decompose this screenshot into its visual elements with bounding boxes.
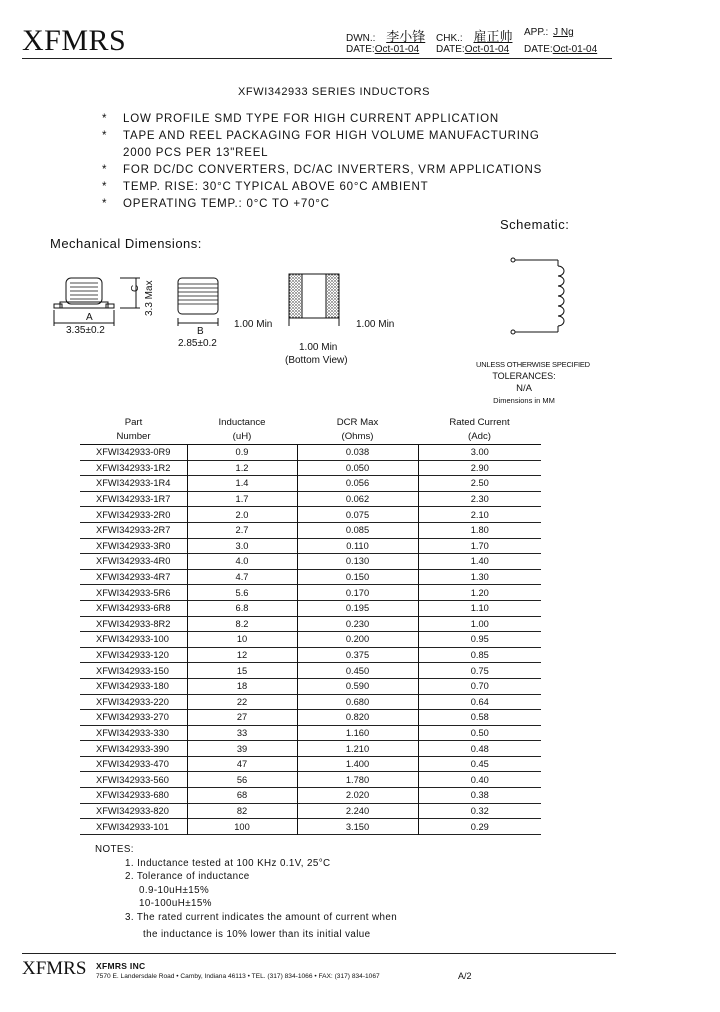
terminal-bottom-icon	[511, 330, 515, 334]
pad-left	[289, 274, 302, 318]
current-cell: 1.10	[418, 600, 541, 616]
dcr-cell: 0.130	[297, 554, 418, 570]
inductance-cell: 10	[187, 632, 297, 648]
part-number-cell: XFWI342933-3R0	[96, 540, 171, 551]
table-row	[80, 694, 541, 710]
pad-right	[326, 274, 339, 318]
chk-value: 雇正帅	[473, 30, 513, 45]
inductance-cell: 4.0	[187, 554, 297, 570]
col-header-dcr-unit: (Ohms)	[297, 429, 418, 445]
tol-line-2: TOLERANCES:	[492, 371, 556, 381]
table-row	[80, 632, 541, 648]
bullet-icon: *	[102, 198, 108, 210]
part-number-cell: XFWI342933-820	[96, 805, 169, 816]
part-number-cell: XFWI342933-180	[96, 681, 169, 692]
inductance-cell: 47	[187, 756, 297, 772]
winding-lines	[70, 283, 98, 299]
part-number-cell: XFWI342933-4R7	[96, 572, 171, 583]
current-cell: 0.85	[418, 647, 541, 663]
col-header-current-unit: (Adc)	[418, 429, 541, 445]
footer-divider	[22, 953, 616, 954]
tol-line-4: Dimensions in MM	[493, 396, 555, 405]
inductance-cell: 27	[187, 710, 297, 726]
current-cell: 2.50	[418, 476, 541, 492]
table-row	[80, 445, 541, 461]
dim-a-value: 3.35±0.2	[66, 325, 105, 336]
table-row	[80, 522, 541, 538]
footer-company: XFMRS INC	[96, 961, 146, 971]
bullet-icon: *	[102, 113, 108, 125]
inductance-cell: 100	[187, 819, 297, 835]
current-cell: 2.30	[418, 491, 541, 507]
dcr-cell: 0.590	[297, 678, 418, 694]
part-number-cell: XFWI342933-1R4	[96, 478, 171, 489]
terminal-right	[106, 304, 114, 308]
table-row	[80, 772, 541, 788]
current-cell: 1.20	[418, 585, 541, 601]
spec-table	[80, 415, 541, 835]
table-row	[80, 554, 541, 570]
table-row	[80, 491, 541, 507]
col-header-part-unit: Number	[80, 429, 187, 445]
side-view-drawing	[172, 272, 228, 332]
table-row	[80, 819, 541, 835]
dcr-cell: 0.170	[297, 585, 418, 601]
date-value: Oct-01-04	[374, 44, 420, 55]
side-winding-lines	[178, 284, 218, 304]
dcr-cell: 3.150	[297, 819, 418, 835]
col-header-inductance-unit: (uH)	[187, 429, 297, 445]
date-1	[346, 44, 419, 55]
date-2	[436, 44, 509, 55]
part-number-cell: XFWI342933-2R0	[96, 509, 171, 520]
part-number-cell: XFWI342933-1R7	[96, 494, 171, 505]
table-row	[80, 741, 541, 757]
label-b: B	[197, 326, 204, 337]
dim-c-value: 3.3 Max	[144, 280, 155, 316]
table-row	[80, 538, 541, 554]
dcr-cell: 0.375	[297, 647, 418, 663]
part-number-cell: XFWI342933-2R7	[96, 525, 171, 536]
current-cell: 0.95	[418, 632, 541, 648]
core-gap	[302, 274, 326, 318]
table-row	[80, 647, 541, 663]
dcr-cell: 0.050	[297, 460, 418, 476]
current-cell: 1.70	[418, 538, 541, 554]
dcr-cell: 0.056	[297, 476, 418, 492]
part-number-cell: XFWI342933-330	[96, 727, 169, 738]
part-number-cell: XFWI342933-560	[96, 774, 169, 785]
feature-1: * LOW PROFILE SMD TYPE FOR HIGH CURRENT APPLICATION	[102, 113, 499, 125]
app-value: J Ng	[553, 27, 574, 38]
current-cell: 1.80	[418, 522, 541, 538]
front-view-drawing	[40, 268, 190, 348]
feature-4: * TEMP. RISE: 30°C TYPICAL ABOVE 60°C AMBIENT	[102, 181, 429, 193]
current-cell: 3.00	[418, 445, 541, 461]
table-row	[80, 710, 541, 726]
schematic-drawing	[506, 250, 576, 342]
current-cell: 2.10	[418, 507, 541, 523]
col-header-current: Rated Current	[449, 416, 510, 428]
app-label: APP.:	[524, 27, 549, 38]
part-number-cell: XFWI342933-4R0	[96, 556, 171, 567]
part-number-cell: XFWI342933-270	[96, 712, 169, 723]
dcr-cell: 1.400	[297, 756, 418, 772]
mechanical-heading: Mechanical Dimensions:	[50, 236, 202, 251]
note-2: 2. Tolerance of inductance	[125, 871, 250, 883]
inductance-cell: 4.7	[187, 569, 297, 585]
dcr-cell: 0.038	[297, 445, 418, 461]
dcr-cell: 1.210	[297, 741, 418, 757]
inductance-cell: 56	[187, 772, 297, 788]
note-2a: 0.9-10uH±15%	[139, 884, 210, 896]
inductance-cell: 5.6	[187, 585, 297, 601]
col-header-part: Part	[124, 416, 143, 428]
current-cell: 0.48	[418, 741, 541, 757]
current-cell: 0.45	[418, 756, 541, 772]
dcr-cell: 0.085	[297, 522, 418, 538]
inductance-cell: 2.7	[187, 522, 297, 538]
table-row	[80, 585, 541, 601]
dcr-cell: 2.020	[297, 788, 418, 804]
date-value: Oct-01-04	[552, 44, 598, 55]
feature-5: * OPERATING TEMP.: 0°C TO +70°C	[102, 198, 330, 210]
dcr-cell: 0.200	[297, 632, 418, 648]
part-number-cell: XFWI342933-101	[96, 821, 169, 832]
dcr-cell: 1.780	[297, 772, 418, 788]
note-3: 3. The rated current indicates the amount of current when	[125, 911, 398, 923]
part-number-cell: XFWI342933-5R6	[96, 587, 171, 598]
current-cell: 0.40	[418, 772, 541, 788]
table-row	[80, 569, 541, 585]
current-cell: 0.38	[418, 788, 541, 804]
pad-left-dim: 1.00 Min	[234, 319, 273, 330]
dwn-label: DWN.:	[346, 33, 376, 44]
tol-line-3: N/A	[516, 383, 532, 394]
dcr-cell: 0.150	[297, 569, 418, 585]
inductance-cell: 18	[187, 678, 297, 694]
current-cell: 1.30	[418, 569, 541, 585]
inductance-cell: 15	[187, 663, 297, 679]
part-number-cell: XFWI342933-470	[96, 759, 169, 770]
inductance-cell: 1.2	[187, 460, 297, 476]
dim-b-value: 2.85±0.2	[178, 338, 217, 349]
note-2b: 10-100uH±15%	[139, 898, 212, 910]
part-number-cell: XFWI342933-120	[96, 650, 169, 661]
series-title: XFWI342933 SERIES INDUCTORS	[238, 86, 431, 98]
footer-logo: XFMRS	[22, 958, 87, 979]
current-cell: 1.40	[418, 554, 541, 570]
dcr-cell: 1.160	[297, 725, 418, 741]
dcr-cell: 0.110	[297, 538, 418, 554]
pad-gap-dim: 1.00 Min	[299, 342, 338, 353]
part-number-cell: XFWI342933-150	[96, 665, 169, 676]
inductance-cell: 6.8	[187, 600, 297, 616]
notes-block	[95, 843, 397, 941]
table-row	[80, 616, 541, 632]
feature-3: * FOR DC/DC CONVERTERS, DC/AC INVERTERS, VRM APPLICATIONS	[102, 164, 543, 176]
header-divider	[22, 58, 612, 59]
current-cell: 1.00	[418, 616, 541, 632]
table-row	[80, 476, 541, 492]
inductance-cell: 39	[187, 741, 297, 757]
part-number-cell: XFWI342933-1R2	[96, 462, 171, 473]
part-number-cell: XFWI342933-6R8	[96, 603, 171, 614]
table-row	[80, 663, 541, 679]
notes-heading: NOTES:	[95, 844, 134, 855]
table-row	[80, 460, 541, 476]
current-cell: 0.29	[418, 819, 541, 835]
table-header	[80, 415, 541, 445]
dcr-cell: 0.450	[297, 663, 418, 679]
dcr-cell: 2.240	[297, 803, 418, 819]
part-number-cell: XFWI342933-220	[96, 696, 169, 707]
current-cell: 0.64	[418, 694, 541, 710]
col-header-inductance: Inductance	[218, 416, 266, 428]
bullet-icon: *	[102, 130, 108, 142]
table-body	[80, 445, 541, 835]
part-number-cell: XFWI342933-0R9	[96, 447, 171, 458]
label-c: C	[130, 284, 141, 292]
schematic-heading: Schematic:	[500, 217, 570, 232]
approved-by	[524, 27, 582, 38]
inductance-cell: 3.0	[187, 538, 297, 554]
inductance-cell: 33	[187, 725, 297, 741]
dcr-cell: 0.062	[297, 491, 418, 507]
inductance-cell: 0.9	[187, 445, 297, 461]
drawn-by	[346, 26, 433, 45]
table-row	[80, 600, 541, 616]
inductor-coil-icon	[558, 266, 564, 326]
dcr-cell: 0.195	[297, 600, 418, 616]
dwn-value: 李小锋	[386, 30, 426, 45]
bottom-view-label: (Bottom View)	[285, 355, 348, 366]
inductance-cell: 68	[187, 788, 297, 804]
pad-right-dim: 1.00 Min	[356, 319, 395, 330]
terminal-left	[54, 304, 62, 308]
checked-by	[436, 26, 520, 45]
table-row	[80, 756, 541, 772]
date-3	[524, 44, 597, 55]
current-cell: 0.70	[418, 678, 541, 694]
current-cell: 0.75	[418, 663, 541, 679]
dcr-cell: 0.075	[297, 507, 418, 523]
note-1: 1. Inductance tested at 100 KHz 0.1V, 25°C	[125, 857, 331, 869]
footer-page: A/2	[458, 971, 472, 981]
bottom-view-drawing	[280, 268, 360, 328]
current-cell: 0.32	[418, 803, 541, 819]
table-row	[80, 788, 541, 804]
dcr-cell: 0.680	[297, 694, 418, 710]
current-cell: 2.90	[418, 460, 541, 476]
inductance-cell: 22	[187, 694, 297, 710]
chk-label: CHK.:	[436, 33, 463, 44]
part-number-cell: XFWI342933-8R2	[96, 618, 171, 629]
inductance-cell: 1.4	[187, 476, 297, 492]
table-row	[80, 725, 541, 741]
part-number-cell: XFWI342933-100	[96, 634, 169, 645]
inductance-cell: 8.2	[187, 616, 297, 632]
company-logo: XFMRS	[22, 24, 127, 57]
current-cell: 0.58	[418, 710, 541, 726]
bullet-icon: *	[102, 164, 108, 176]
dcr-cell: 0.820	[297, 710, 418, 726]
feature-2-cont: 2000 PCS PER 13"REEL	[123, 147, 269, 159]
inductance-cell: 12	[187, 647, 297, 663]
part-number-cell: XFWI342933-680	[96, 790, 169, 801]
bullet-icon: *	[102, 181, 108, 193]
table-row	[80, 507, 541, 523]
footer-address: 7570 E. Landersdale Road • Camby, Indiana 46113 • TEL. (317) 834-1066 • FAX: (317) 834-1067	[96, 973, 380, 980]
tol-line-1: UNLESS OTHERWISE SPECIFIED	[476, 360, 590, 369]
dcr-cell: 0.230	[297, 616, 418, 632]
inductance-cell: 1.7	[187, 491, 297, 507]
date-label: DATE:	[346, 44, 375, 55]
label-a: A	[86, 312, 93, 323]
date-value: Oct-01-04	[464, 44, 510, 55]
date-label: DATE:	[524, 44, 553, 55]
tolerances-block	[476, 360, 590, 405]
part-number-cell: XFWI342933-390	[96, 743, 169, 754]
terminal-top-icon	[511, 258, 515, 262]
col-header-dcr: DCR Max	[336, 416, 379, 428]
inductance-cell: 82	[187, 803, 297, 819]
inductance-cell: 2.0	[187, 507, 297, 523]
table-row	[80, 678, 541, 694]
date-label: DATE:	[436, 44, 465, 55]
table-row	[80, 803, 541, 819]
current-cell: 0.50	[418, 725, 541, 741]
note-3-cont: the inductance is 10% lower than its initial value	[143, 928, 371, 940]
feature-2: * TAPE AND REEL PACKAGING FOR HIGH VOLUME MANUFACTURING	[102, 130, 540, 142]
